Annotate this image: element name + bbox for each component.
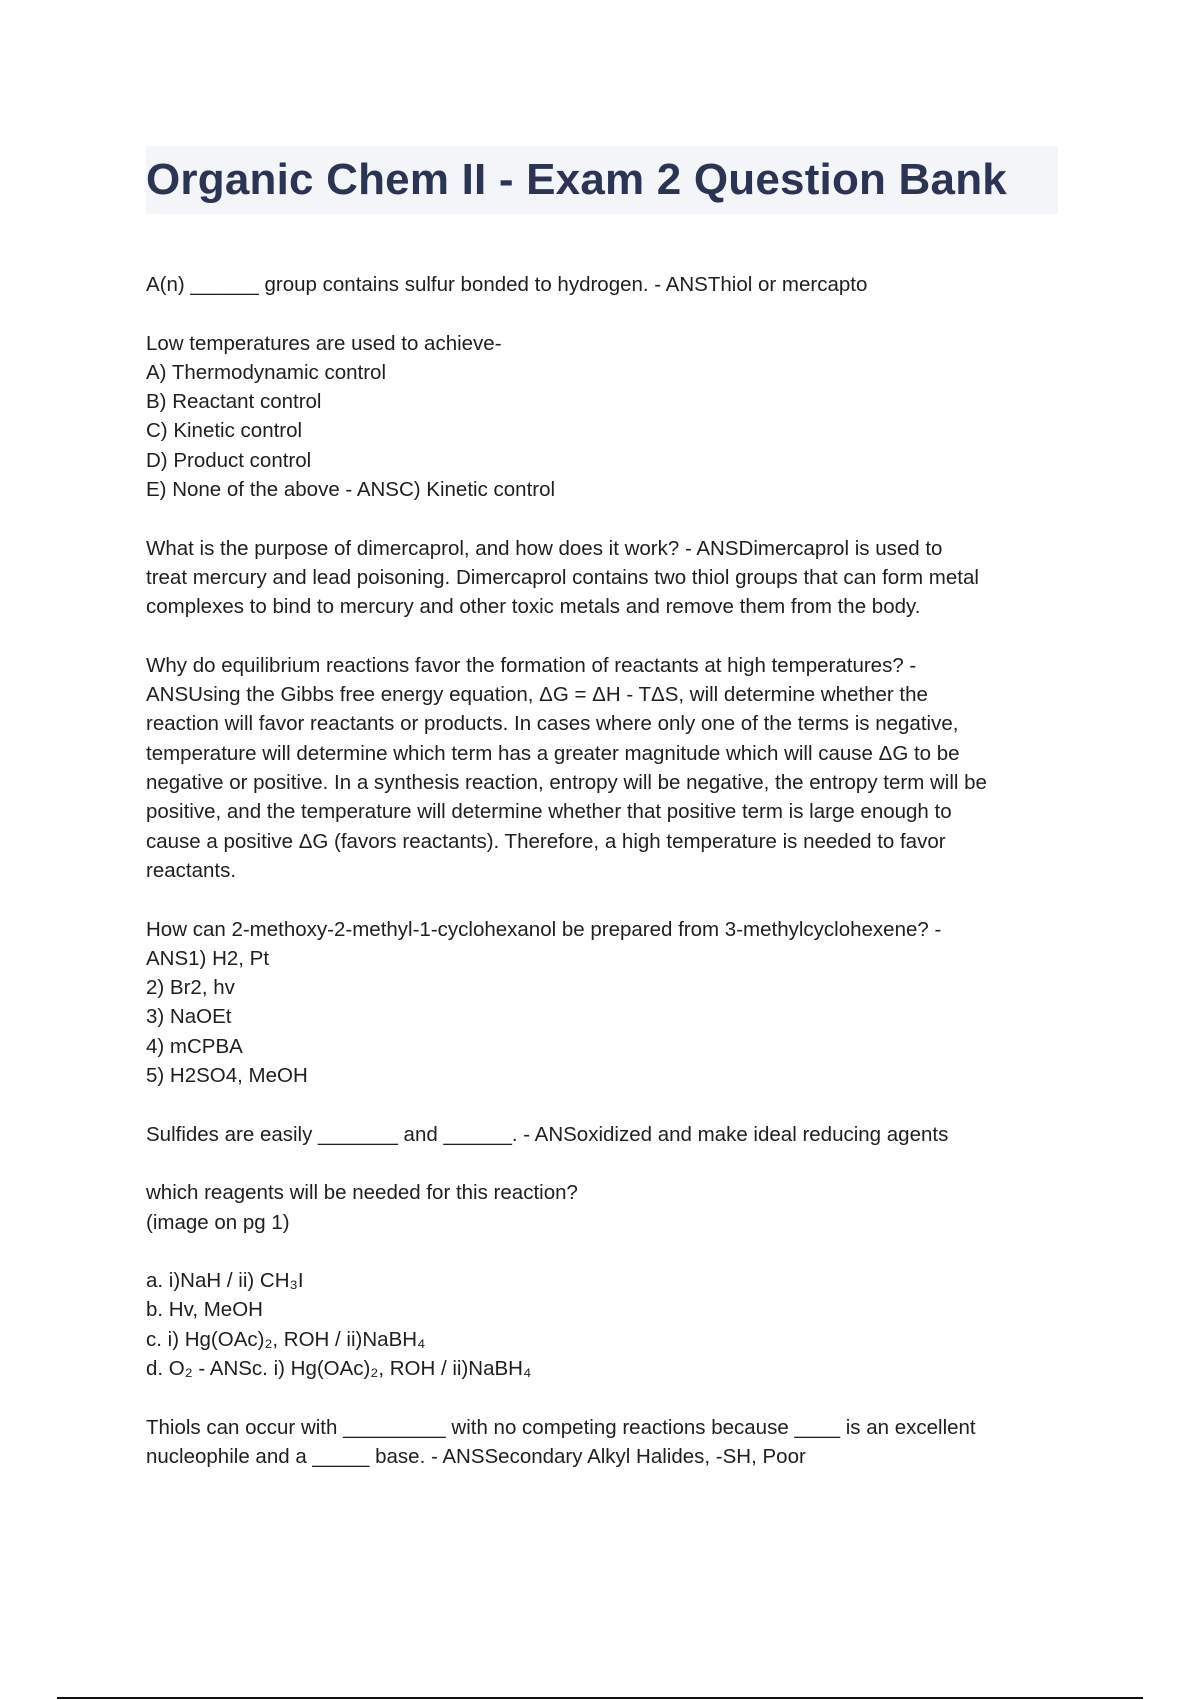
text-line: C) Kinetic control (146, 419, 303, 443)
text-line: complexes to bind to mercury and other toxic metals and remove them from the body. (146, 595, 921, 619)
question-item (146, 270, 1066, 299)
text-line: E) None of the above - ANSC) Kinetic control (146, 478, 556, 502)
text-line: A) Thermodynamic control (146, 360, 387, 384)
text-line: c. i) Hg(OAc)₂, ROH / ii)NaBH₄ (146, 1327, 426, 1351)
question-item (146, 1178, 1066, 1383)
text-line: How can 2-methoxy-2-methyl-1-cyclohexanol be prepared from 3-methylcyclohexene? - (146, 917, 942, 941)
text-line: d. O₂ - ANSc. i) Hg(OAc)₂, ROH / ii)NaBH₄ (146, 1356, 532, 1380)
text-line: reactants. (146, 858, 237, 882)
question-item (146, 1120, 1066, 1149)
text-line: D) Product control (146, 448, 312, 472)
text-line: Thiols can occur with _________ with no competing reactions because ____ is an excellent (146, 1415, 976, 1439)
question-item (146, 1413, 1066, 1472)
text-line: B) Reactant control (146, 390, 322, 414)
text-line: positive, and the temperature will determine whether that positive term is large enough to (146, 800, 952, 824)
text-line: What is the purpose of dimercaprol, and how does it work? - ANSDimercaprol is used to (146, 536, 943, 560)
text-line: reaction will favor reactants or products. In cases where only one of the terms is negative, (146, 712, 959, 736)
blank-line (146, 1237, 1066, 1266)
text-line: Low temperatures are used to achieve- (146, 331, 502, 355)
text-line: 4) mCPBA (146, 1034, 243, 1058)
text-line: (image on pg 1) (146, 1210, 290, 1234)
text-line: which reagents will be needed for this reaction? (146, 1181, 578, 1205)
page-bottom-divider (57, 1697, 1143, 1699)
text-line: ANS1) H2, Pt (146, 946, 270, 970)
text-line: 2) Br2, hv (146, 976, 235, 1000)
text-line: A(n) ______ group contains sulfur bonded to hydrogen. - ANSThiol or mercapto (146, 273, 868, 296)
title-banner (146, 146, 1058, 214)
text-line: ANSUsing the Gibbs free energy equation, ΔG = ΔH - TΔS, will determine whether the (146, 683, 928, 707)
text-line: b. Hv, MeOH (146, 1298, 263, 1322)
text-line: Why do equilibrium reactions favor the formation of reactants at high temperatures? - (146, 653, 917, 677)
text-line: a. i)NaH / ii) CH₃I (146, 1269, 304, 1293)
page-title: Organic Chem II - Exam 2 Question Bank (146, 155, 1007, 204)
text-line: cause a positive ΔG (favors reactants). Therefore, a high temperature is needed to favor (146, 829, 946, 853)
question-item (146, 915, 1066, 1091)
question-item (146, 534, 1066, 622)
question-item (146, 329, 1066, 505)
text-line: 3) NaOEt (146, 1005, 232, 1029)
question-item (146, 651, 1066, 885)
text-line: 5) H2SO4, MeOH (146, 1064, 308, 1088)
question-list (146, 270, 1066, 1500)
text-line: treat mercury and lead poisoning. Dimercaprol contains two thiol groups that can form metal (146, 565, 979, 589)
text-line: negative or positive. In a synthesis reaction, entropy will be negative, the entropy term will be (146, 771, 987, 795)
text-line: temperature will determine which term has a greater magnitude which will cause ΔG to be (146, 741, 960, 765)
text-line: nucleophile and a _____ base. - ANSSecondary Alkyl Halides, -SH, Poor (146, 1444, 806, 1468)
text-line: Sulfides are easily _______ and ______. - ANSoxidized and make ideal reducing agents (146, 1122, 949, 1146)
